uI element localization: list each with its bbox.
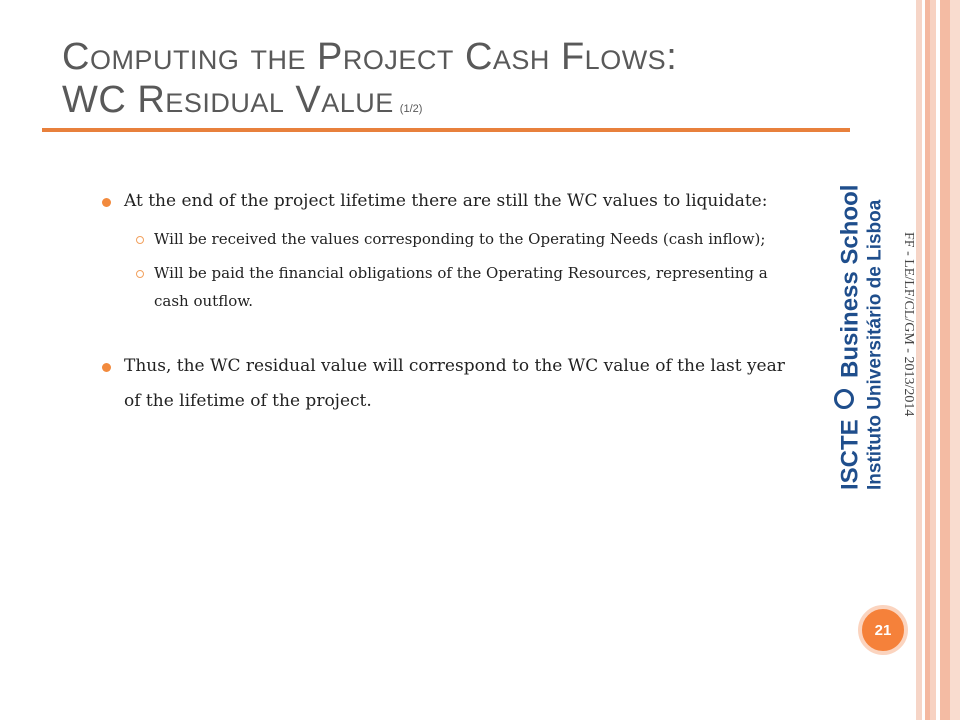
title-line-1: Computing the Project Cash Flows:: [62, 36, 678, 78]
logo-emblem-icon: [834, 389, 854, 409]
sub-bullet-text: Will be paid the financial obligations of the Operating Resources, representing a cash outflow.: [154, 264, 768, 310]
vertical-footer-text: FF - LE/LF/CL/GM - 2013/2014: [901, 232, 916, 417]
logo-line-2: Instituto Universitário de Lisboa: [864, 199, 886, 490]
bullet-text: Thus, the WC residual value will correspond to the WC value of the last year of the lifetime of the project.: [124, 356, 785, 411]
bullet-dot-icon: [102, 198, 111, 207]
iscte-business-school-logo: [834, 184, 888, 490]
title-underline: [42, 128, 850, 132]
sub-bullet-item: [98, 259, 798, 315]
sub-bullet-text: Will be received the values corresponding to the Operating Needs (cash inflow);: [154, 230, 766, 248]
sub-bullet-ring-icon: [136, 270, 144, 278]
page-number-badge: 21: [858, 605, 908, 655]
logo-iscte-text: ISCTE: [836, 419, 864, 490]
bullet-text: At the end of the project lifetime there are still the WC values to liquidate:: [124, 191, 768, 211]
logo-line-1: [834, 184, 864, 490]
spacer: [98, 315, 798, 349]
title-line-2: [62, 79, 842, 131]
slide-body: [98, 184, 798, 419]
sub-bullet-ring-icon: [136, 236, 144, 244]
bullet-dot-icon: [102, 363, 111, 372]
title-line-2-text: WC Residual Value: [62, 79, 394, 121]
bullet-item: [98, 184, 798, 219]
bullet-item: [98, 349, 798, 419]
title-fraction: (1/2): [399, 103, 423, 115]
decorative-side-stripes: [916, 0, 960, 720]
logo-business-school-text: Business School: [836, 184, 864, 378]
slide-title: [62, 36, 842, 131]
sub-bullet-item: [98, 225, 798, 253]
